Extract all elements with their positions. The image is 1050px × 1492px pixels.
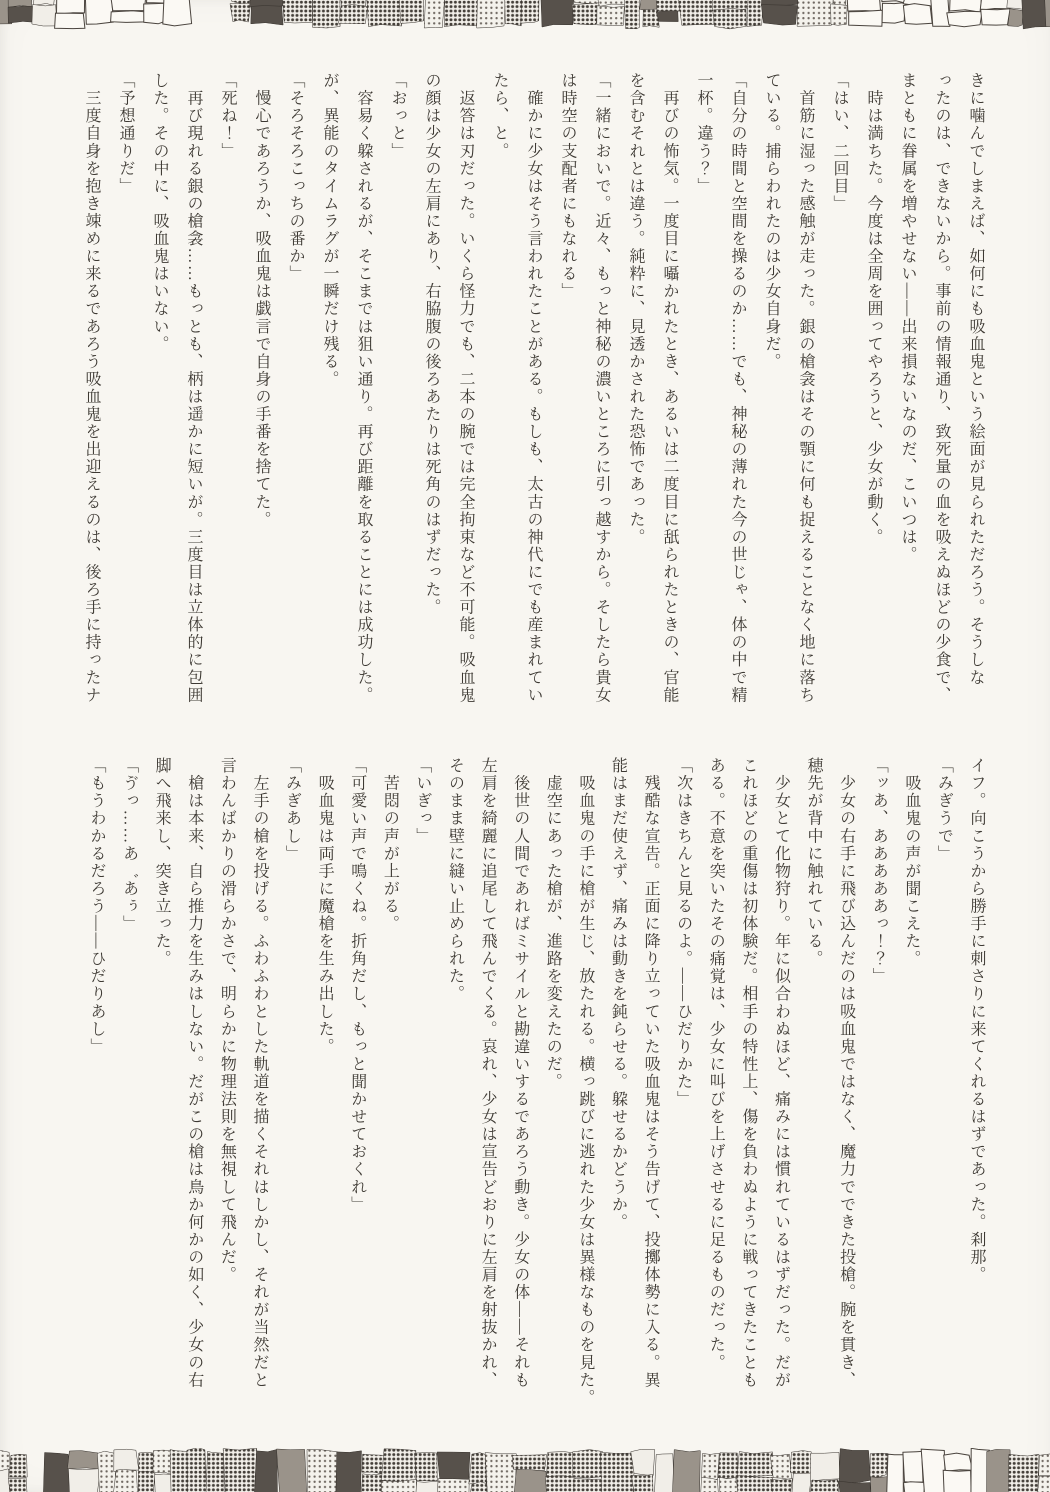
text-line: 穂先が背中に触れている。 bbox=[805, 757, 823, 968]
text-line: 再び現れる銀の槍衾……もっとも、柄は遥かに短いが。三度目は立体的に包囲 bbox=[185, 72, 202, 704]
text-line: 能はまだ使えず、痛みは動きを鈍らせる。躱せるかどうか。 bbox=[609, 757, 627, 1231]
text-line: 「次はきちんと見るのよ。――ひだりかた」 bbox=[674, 757, 692, 1108]
text-line: の顔は少女の左肩にあり、右脇腹の後ろあたりは死角のはずだった。 bbox=[423, 72, 440, 617]
text-line: これほどの重傷は初体験だ。相手の特性上、傷を負わぬように戦ってきたことも bbox=[739, 757, 757, 1389]
text-line: 一杯。違う？」 bbox=[695, 72, 712, 195]
text-line: 「ゔっ……あ゛あぅ」 bbox=[120, 757, 138, 933]
text-line: 後世の人間であればミサイルと勘違いするであろう動き。少女の体――それも bbox=[511, 757, 529, 1389]
text-line: ている。捕らわれたのは少女自身だ。 bbox=[763, 72, 780, 371]
text-line: 容易く躱されるが、そこまでは狙い通り。再び距離を取ることには成功した。 bbox=[355, 72, 372, 704]
text-line: ったのは、できないから。事前の情報通り、致死量の血を吸えぬほどの少食で、 bbox=[933, 72, 950, 704]
text-line: 再びの怖気。一度目に囁かれたとき、あるいは二度目に舐られたときの、官能 bbox=[661, 72, 678, 704]
text-line: 「自分の時間と空間を操るのか……でも、神秘の薄れた今の世じゃ、体の中で精 bbox=[729, 72, 746, 704]
text-line: 脚へ飛来し、突き立った。 bbox=[153, 757, 171, 968]
text-line: 吸血鬼は両手に魔槍を生み出した。 bbox=[316, 757, 334, 1056]
text-line: 首筋に湿った感触が走った。銀の槍衾はその顎に何も捉えることなく地に落ち bbox=[797, 72, 814, 704]
text-line: した。その中に、吸血鬼はいない。 bbox=[151, 72, 168, 353]
text-line: 「一緒においで。近々、もっと神秘の濃いところに引っ越すから。そしたら貴女 bbox=[593, 72, 610, 704]
text-line: 少女の右手に飛び込んだのは吸血鬼ではなく、魔力でできた投槍。腕を貫き、 bbox=[837, 757, 855, 1389]
text-line: 三度自身を抱き竦めに来るであろう吸血鬼を出迎えるのは、後ろ手に持ったナ bbox=[83, 72, 100, 704]
text-line: が、異能のタイムラグが一瞬だけ残る。 bbox=[321, 72, 338, 388]
text-line: 槍は本来、自ら推力を生みはしない。だがこの槍は鳥か何かの如く、少女の右 bbox=[185, 757, 203, 1389]
text-line: 「いぎっ」 bbox=[413, 757, 431, 845]
text-line: 左肩を綺麗に追尾して飛んでくる。哀れ、少女は宣告どおりに左肩を射抜かれ、 bbox=[479, 757, 497, 1389]
text-line: 吸血鬼の声が聞こえた。 bbox=[902, 757, 920, 968]
text-line: イフ。向こうから勝手に刺さりに来てくれるはずであった。刹那。 bbox=[968, 757, 985, 1284]
text-line: 「予想通りだ」 bbox=[117, 72, 134, 195]
text-line: 「死ね！」 bbox=[219, 72, 236, 160]
text-line: 虚空にあった槍が、進路を変えたのだ。 bbox=[544, 757, 562, 1091]
decorative-border-top bbox=[0, 0, 1050, 30]
text-line: 確かに少女はそう言われたことがある。もしも、太古の神代にでも産まれてい bbox=[525, 72, 542, 704]
text-line: 「そろそろこっちの番か」 bbox=[287, 72, 304, 283]
text-line: 苦悶の声が上がる。 bbox=[381, 757, 399, 933]
text-line: そのまま壁に縫い止められた。 bbox=[446, 757, 464, 1003]
decorative-border-bottom bbox=[0, 1448, 1050, 1492]
upper-text-block bbox=[74, 72, 992, 724]
text-line: 吸血鬼の手に槍が生じ、放たれる。横っ跳びに逃れた少女は異様なものを見た。 bbox=[576, 757, 594, 1407]
text-line: 返答は刃だった。いくら怪力でも、二本の腕では完全拘束など不可能。吸血鬼 bbox=[457, 72, 474, 704]
text-line: 慢心であろうか、吸血鬼は戯言で自身の手番を捨てた。 bbox=[253, 72, 270, 529]
text-line: 「可愛い声で鳴くね。折角だし、もっと聞かせておくれ」 bbox=[348, 757, 366, 1214]
text-line: 「はい、二回目」 bbox=[831, 72, 848, 213]
text-line: きに噛んでしまえば、如何にも吸血鬼という絵面が見られただろう。そうしな bbox=[967, 72, 984, 687]
text-line: ある。不意を突いたその痛覚は、少女に叫びを上げさせるに足るものだった。 bbox=[707, 757, 725, 1372]
text-line: まともに眷属を増やせない――出来損ないなのだ、こいつは。 bbox=[899, 72, 916, 564]
text-line: 左手の槍を投げる。ふわふわとした軌道を描くそれはしかし、それが当然だと bbox=[250, 757, 268, 1389]
text-line: 少女とて化物狩り。年に似合わぬほど、痛みには慣れているはずだった。だが bbox=[772, 757, 790, 1389]
text-line: 時は満ちた。今度は全周を囲ってやろうと、少女が動く。 bbox=[865, 72, 882, 546]
text-line: 「ッあ、あああああっ！？」 bbox=[870, 757, 888, 986]
text-line: は時空の支配者にもなれる」 bbox=[559, 72, 576, 301]
text-line: 言わんばかりの滑らかさで、明らかに物理法則を無視して飛んだ。 bbox=[218, 757, 236, 1284]
lower-text-block bbox=[79, 757, 992, 1427]
text-line: たら、と。 bbox=[491, 72, 508, 160]
text-line: 「みぎあし」 bbox=[283, 757, 301, 863]
text-line: 「みぎうで」 bbox=[935, 757, 953, 863]
text-line: 「もうわかるだろう――ひだりあし」 bbox=[87, 757, 105, 1056]
text-line: を含むそれとは違う。純粋に、見透かされた恐怖であった。 bbox=[627, 72, 644, 546]
text-line: 「おっと」 bbox=[389, 72, 406, 160]
text-line: 残酷な宣告。正面に降り立っていた吸血鬼はそう告げて、投擲体勢に入る。異 bbox=[642, 757, 660, 1389]
